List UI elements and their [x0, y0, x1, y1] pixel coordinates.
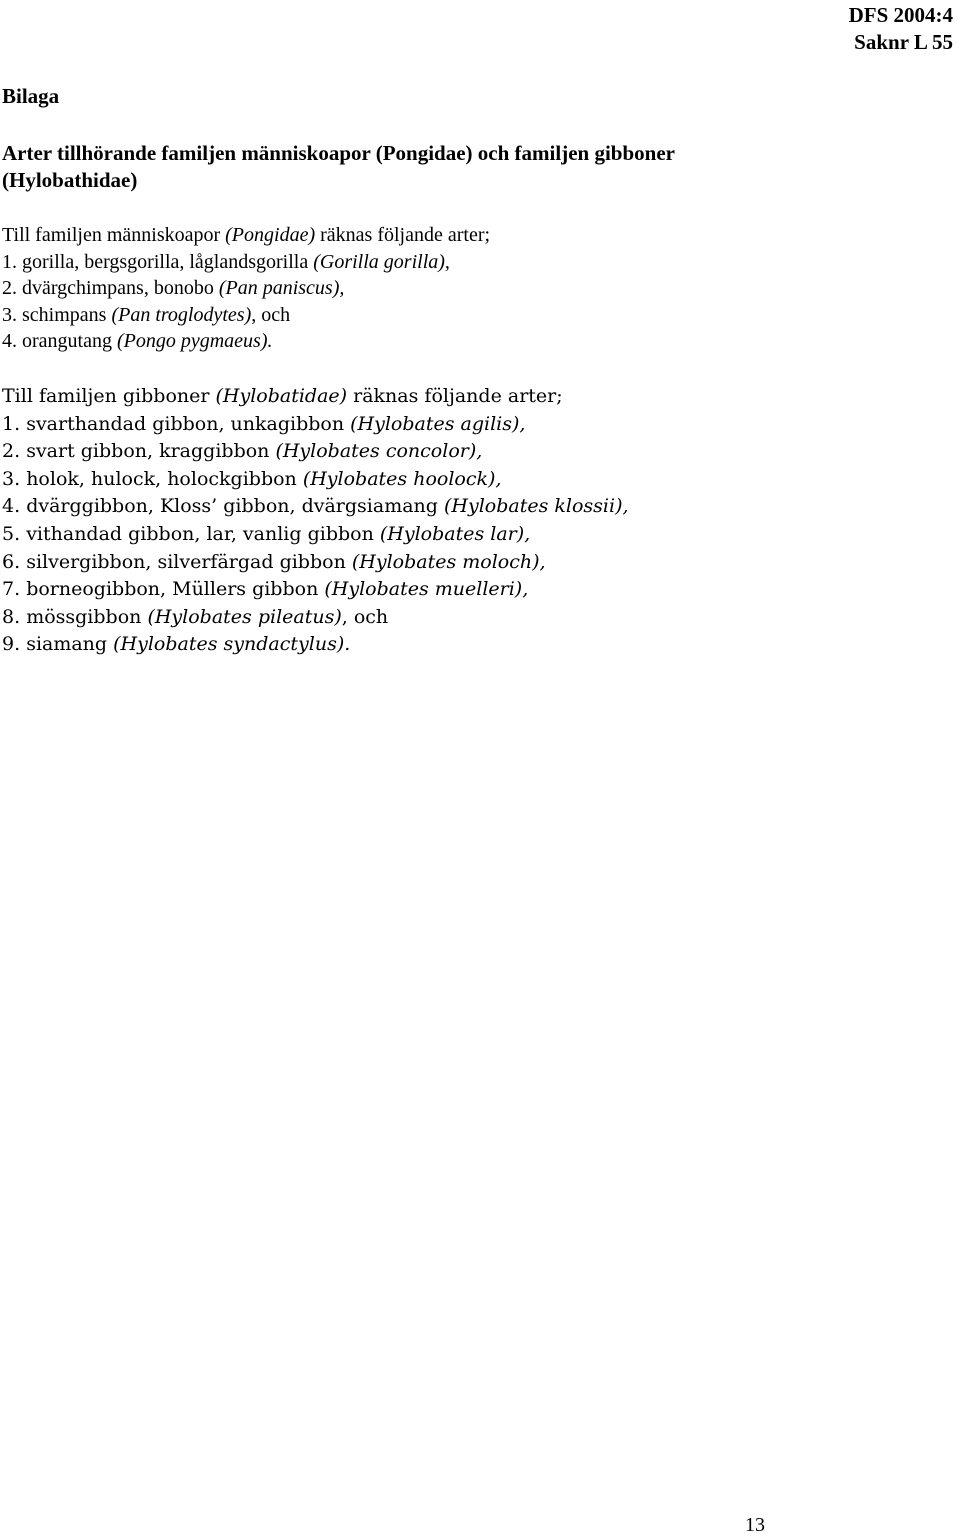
page-number: 13 [745, 1514, 765, 1536]
hylobatidae-species-list [2, 411, 629, 659]
species-trailing-text: , och [341, 605, 389, 628]
species-latin-name: (Gorilla gorilla), [313, 250, 450, 273]
species-latin-name: (Hylobates klossii), [444, 495, 629, 518]
species-common-name: schimpans [22, 303, 112, 326]
species-number: 3. [2, 303, 17, 326]
species-item [2, 631, 629, 659]
species-latin-name: (Hylobates syndactylus). [113, 633, 351, 656]
species-item [2, 411, 629, 439]
species-latin-name: (Hylobates hoolock), [302, 467, 502, 490]
species-number: 1. [2, 412, 21, 435]
species-item [2, 493, 629, 521]
intro-text: Till familjen människoapor [2, 224, 226, 246]
species-number: 1. [2, 250, 17, 273]
species-number: 2. [2, 440, 21, 463]
species-common-name: dvärggibbon, Kloss’ gibbon, dvärgsiamang [26, 495, 444, 518]
species-common-name: orangutang [22, 330, 117, 352]
case-number: Saknr L 55 [854, 30, 953, 54]
species-common-name: holok, hulock, holockgibbon [26, 467, 303, 490]
species-latin-name: (Hylobates concolor), [275, 440, 483, 463]
species-latin-name: (Hylobates moloch), [351, 550, 546, 573]
species-common-name: dvärgchimpans, bonobo [22, 277, 219, 299]
species-common-name: siamang [26, 633, 114, 656]
species-number: 5. [2, 522, 21, 545]
hylobatidae-intro [2, 383, 629, 411]
pongidae-section [2, 222, 490, 355]
species-common-name: borneogibbon, Müllers gibbon [26, 578, 325, 601]
species-number: 7. [2, 578, 21, 601]
species-item [2, 328, 490, 355]
species-trailing-text: , och [251, 303, 291, 326]
species-common-name: svart gibbon, kraggibbon [26, 440, 276, 463]
species-number: 9. [2, 633, 21, 656]
family-name: (Hylobatidae) [215, 385, 348, 407]
species-common-name: silvergibbon, silverfärgad gibbon [26, 550, 352, 573]
species-item [2, 302, 490, 329]
species-latin-name: (Hylobates muelleri), [324, 578, 529, 601]
species-latin-name: (Pongo pygmaeus). [116, 330, 273, 352]
species-number: 8. [2, 605, 21, 628]
species-item [2, 466, 629, 494]
document-reference [849, 2, 953, 56]
species-number: 4. [2, 495, 21, 518]
species-item [2, 275, 490, 302]
species-latin-name: (Hylobates pileatus) [147, 605, 342, 628]
intro-text: Till familjen gibboner [2, 385, 216, 407]
species-latin-name: (Pan troglodytes) [111, 303, 252, 326]
species-item [2, 549, 629, 577]
species-latin-name: (Pan paniscus), [218, 277, 345, 299]
species-common-name: svarthandad gibbon, unkagibbon [26, 412, 351, 435]
species-number: 2. [2, 277, 17, 299]
species-item [2, 576, 629, 604]
species-item [2, 438, 629, 466]
pongidae-intro [2, 222, 490, 249]
species-common-name: mössgibbon [26, 605, 148, 628]
pongidae-species-list [2, 249, 490, 355]
species-number: 6. [2, 550, 21, 573]
species-item [2, 521, 629, 549]
species-latin-name: (Hylobates agilis), [350, 412, 526, 435]
species-item [2, 249, 490, 276]
document-title: Arter tillhörande familjen människoapor (Pongidae) och familjen gibboner (Hylobathidae) [2, 141, 675, 192]
document-number: DFS 2004:4 [848, 3, 953, 27]
intro-suffix: räknas följande arter; [347, 385, 563, 407]
appendix-heading: Bilaga [2, 84, 60, 108]
species-latin-name: (Hylobates lar), [379, 522, 531, 545]
species-number: 3. [2, 467, 21, 490]
intro-suffix: räknas följande arter; [315, 224, 491, 246]
family-name: (Pongidae) [225, 224, 316, 246]
species-item [2, 604, 629, 632]
species-common-name: vithandad gibbon, lar, vanlig gibbon [26, 522, 380, 545]
species-common-name: gorilla, bergsgorilla, låglandsgorilla [22, 250, 314, 273]
hylobatidae-section [2, 383, 629, 659]
species-number: 4. [2, 330, 17, 352]
